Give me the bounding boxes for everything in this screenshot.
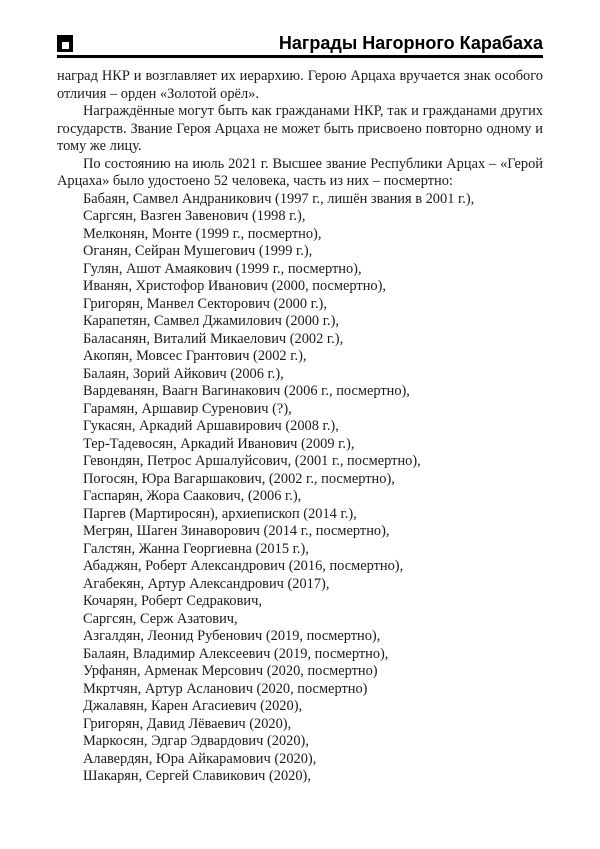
- laureate-line: Григорян, Давид Лёваевич (2020),: [83, 715, 292, 732]
- page-header: [57, 34, 543, 58]
- laureate-line: Акопян, Мовсес Грантович (2002 г.),: [83, 348, 307, 364]
- laureate-line: Саргсян, Серж Азатович,: [83, 610, 238, 627]
- laureate-line: Алавердян, Юра Айкарамович (2020),: [83, 750, 317, 767]
- laureate-line: Шакарян, Сергей Славикович (2020),: [83, 768, 311, 784]
- laureate-line: Маркосян, Эдгар Эдвардович (2020),: [83, 733, 309, 749]
- laureate-line: Мелконян, Монте (1999 г., посмертно),: [83, 225, 322, 242]
- laureate-line: Карапетян, Самвел Джамилович (2000 г.),: [83, 313, 339, 329]
- paragraph-continuation: [57, 68, 543, 103]
- text-line: Арцаха» было удостоено 52 человека, часть из них – посмертно:: [57, 173, 453, 189]
- laureate-line: Гевондян, Петрос Аршалуйсович, (2001 г., посмертно),: [83, 453, 421, 469]
- laureate-line: Вардеванян, Ваагн Вагинакович (2006 г., посмертно),: [83, 383, 410, 399]
- page-body: [57, 68, 543, 786]
- laureate-line: Григорян, Манвел Секторович (2000 г.),: [83, 295, 327, 312]
- laureate-line: Баласанян, Виталий Микаелович (2002 г.),: [83, 330, 344, 347]
- paragraph-status-2021: [57, 156, 543, 191]
- laureate-line: Тер-Тадевосян, Аркадий Иванович (2009 г.),: [83, 435, 355, 452]
- paragraph-eligibility: [57, 103, 543, 156]
- laureate-line: Агабекян, Артур Александрович (2017),: [83, 575, 330, 592]
- laureate-line: Оганян, Сейран Мушегович (1999 г.),: [83, 243, 313, 259]
- text-line: По состоянию на июль 2021 г. Высшее звание Республики Арцах – «Герой: [83, 155, 543, 172]
- laureate-line: Гаспарян, Жора Саакович, (2006 г.),: [83, 488, 302, 504]
- laureate-line: Погосян, Юра Вагаршакович, (2002 г., посмертно),: [83, 470, 395, 487]
- laureate-line: Балаян, Зорий Айкович (2006 г.),: [83, 365, 284, 382]
- laureate-line: Гарамян, Аршавир Суренович (?),: [83, 400, 292, 417]
- laureate-line: Кочарян, Роберт Седракович,: [83, 593, 262, 609]
- laureate-line: Гулян, Ашот Амаякович (1999 г., посмертно),: [83, 260, 362, 277]
- page-number-box: [57, 35, 73, 52]
- laureate-line: Гукасян, Аркадий Аршавирович (2008 г.),: [83, 418, 339, 434]
- laureate-line: Урфанян, Арменак Мерсович (2020, посмертно): [83, 663, 378, 679]
- page-number-mark: [62, 42, 69, 49]
- laureates-list: [57, 191, 543, 786]
- laureate-line: Мкртчян, Артур Асланович (2020, посмертно): [83, 680, 368, 697]
- laureate-line: Иванян, Христофор Иванович (2000, посмертно),: [83, 278, 386, 294]
- laureate-line: Азгалдян, Леонид Рубенович (2019, посмертно),: [83, 628, 381, 644]
- text-line: государств. Звание Героя Арцаха не может быть присвоено повторно одному и: [57, 120, 543, 137]
- text-line: Награждённые могут быть как гражданами НКР, так и гражданами других: [83, 103, 543, 119]
- text-line: отличия – орден «Золотой орёл».: [57, 85, 259, 102]
- laureate-line: Балаян, Владимир Алексеевич (2019, посмертно),: [83, 645, 389, 662]
- text-line: наград НКР и возглавляет их иерархию. Герою Арцаха вручается знак особого: [57, 68, 543, 84]
- laureate-line: Паргев (Мартиросян), архиепископ (2014 г.),: [83, 505, 357, 522]
- laureate-line: Мегрян, Шаген Зинаворович (2014 г., посмертно),: [83, 523, 390, 539]
- laureate-line: Саргсян, Вазген Завенович (1998 г.),: [83, 208, 306, 224]
- laureate-line: Джалавян, Карен Агасиевич (2020),: [83, 698, 303, 714]
- text-line: тому же лицу.: [57, 138, 142, 154]
- running-title: Награды Нагорного Карабаха: [278, 33, 543, 53]
- laureate-line: Галстян, Жанна Георгиевна (2015 г.),: [83, 540, 309, 557]
- laureate-line: Абаджян, Роберт Александрович (2016, посмертно),: [83, 558, 404, 574]
- laureate-line: Бабаян, Самвел Андраникович (1997 г., лишён звания в 2001 г.),: [83, 190, 475, 207]
